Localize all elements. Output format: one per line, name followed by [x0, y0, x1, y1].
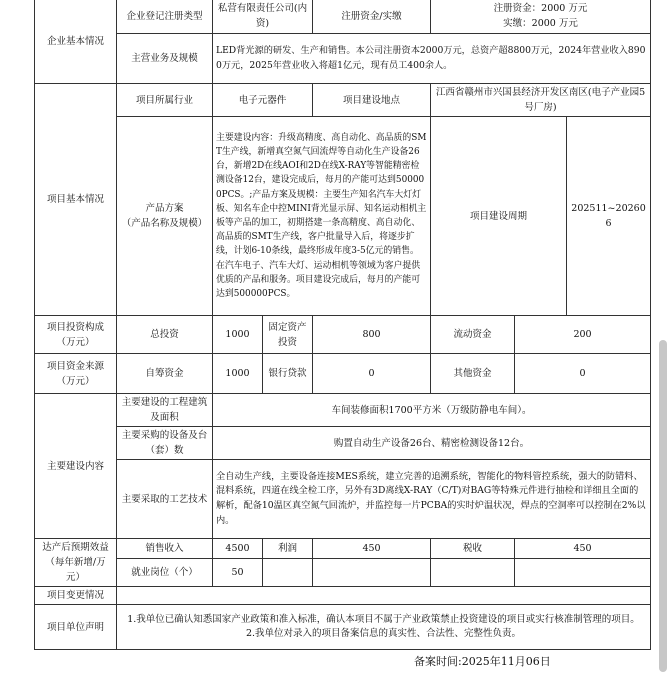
- equipment-value: 购置自动生产设备26台、精密检测设备12台。: [213, 427, 651, 460]
- sales-revenue-value: 4500: [213, 539, 263, 559]
- changes-value: [117, 587, 651, 605]
- product-plan-label-main: 产品方案: [145, 203, 184, 214]
- declaration-value: [117, 605, 651, 650]
- registered-capital-value: [431, 0, 651, 34]
- sales-revenue-label: 销售收入: [117, 539, 213, 559]
- enterprise-row-business: [35, 34, 651, 84]
- construction-row-works: [35, 394, 651, 427]
- main-business-label: 主营业务及规模: [117, 34, 213, 84]
- changes-row: [35, 587, 651, 605]
- tax-value: 450: [515, 539, 651, 559]
- record-time: 备案时间:2025年11月06日: [414, 655, 551, 668]
- filing-document: [34, 0, 650, 650]
- registration-type-value: 私营有限责任公司(内资): [213, 0, 313, 34]
- project-row-industry: [35, 84, 651, 117]
- registration-type-label: 企业登记注册类型: [117, 0, 213, 34]
- working-capital-value: 200: [515, 316, 651, 354]
- equipment-label: 主要采购的设备及台（套）数: [117, 427, 213, 460]
- jobs-empty-cell: [515, 558, 651, 586]
- industry-label: 项目所属行业: [117, 84, 213, 117]
- process-value: 全自动生产线，主要设备连接MES系统，建立完善的追溯系统，智能化的物料管控系统，强大的防错料、混料系统，四道在线全检工序，另外有3D离线X-RAY（C/T)对BAG等特殊元件进行抽检和详细且全面的解析，配备10温区真空氮气回流炉，并监控每一片PCBA的实时炉温状况，焊点的空洞率可以控制在2%以内。: [213, 460, 651, 539]
- declaration-label: 项目单位声明: [35, 605, 117, 650]
- benefits-label-main: 达产后预期效益: [42, 542, 109, 553]
- bank-loan-value: 0: [313, 354, 431, 394]
- other-funding-label: 其他资金: [431, 354, 515, 394]
- jobs-value: 50: [213, 558, 263, 586]
- total-investment-value: 1000: [213, 316, 263, 354]
- registered-capital-label: 注册资金/实缴: [313, 0, 431, 34]
- other-funding-value: 0: [515, 354, 651, 394]
- declaration-line-2: 2.我单位对录入的项目备案信息的真实性、合法性、完整性负责。: [245, 628, 522, 639]
- location-value: 江西省赣州市兴国县经济开发区南区(电子产业园5号厂房): [431, 84, 651, 117]
- investment-label-unit: （万元）: [56, 336, 95, 348]
- investment-label-main: 项目投资构成: [46, 321, 104, 333]
- construction-section-label: 主要建设内容: [35, 394, 117, 539]
- registered-capital-amount: 注册资金：2000 万元: [493, 3, 588, 14]
- construction-row-equipment: [35, 427, 651, 460]
- main-business-value: LED背光源的研发、生产和销售。本公司注册资本2000万元，总资产超8800万元，2024年营业收入8900万元，2025年营业收入将超1亿元，现有员工400余人。: [213, 34, 651, 84]
- product-plan-label: [117, 117, 213, 316]
- works-label: 主要建设的工程建筑及面积: [117, 394, 213, 427]
- enterprise-section-label: 企业基本情况: [35, 0, 117, 84]
- project-row-plan: [35, 117, 651, 316]
- profit-value: 450: [313, 539, 431, 559]
- jobs-empty-cell: [313, 558, 431, 586]
- works-value: 车间装修面积1700平方米（万级防静电车间）。: [213, 394, 651, 427]
- investment-section-label: [35, 316, 117, 354]
- fixed-assets-value: 800: [313, 316, 431, 354]
- working-capital-label: 流动资金: [431, 316, 515, 354]
- construction-period-value: 202511~202606: [567, 117, 651, 316]
- self-funding-label: 自筹资金: [117, 354, 213, 394]
- changes-label: 项目变更情况: [35, 587, 117, 605]
- benefits-section-label: [35, 539, 117, 587]
- project-filing-table: [34, 0, 651, 650]
- benefits-label-unit: 元）: [65, 572, 85, 583]
- location-label: 项目建设地点: [313, 84, 431, 117]
- declaration-line-1: 1.我单位已确认知悉国家产业政策和准入标准，确认本项目不属于产业政策禁止投资建设的项目或实行核准制管理的项目。: [127, 614, 640, 625]
- vertical-scrollbar[interactable]: [659, 340, 667, 672]
- declaration-row: [35, 605, 651, 650]
- profit-label: 利润: [263, 539, 313, 559]
- funding-section-label: [35, 354, 117, 394]
- construction-row-process: [35, 460, 651, 539]
- process-label: 主要采取的工艺技术: [117, 460, 213, 539]
- enterprise-row-registration: [35, 0, 651, 34]
- product-plan-label-sub: （产品名称及规模）: [121, 218, 208, 229]
- funding-label-main: 项目资金来源: [46, 360, 104, 372]
- self-funding-value: 1000: [213, 354, 263, 394]
- jobs-empty-cell: [263, 558, 313, 586]
- paid-capital-amount: 实缴：2000 万元: [503, 18, 578, 29]
- benefits-label-note: （每年新增/万: [45, 557, 106, 568]
- funding-label-unit: （万元）: [56, 375, 95, 387]
- fixed-assets-label: 固定资产投资: [263, 316, 313, 354]
- bank-loan-label: 银行贷款: [263, 354, 313, 394]
- construction-period-label: 项目建设周期: [431, 117, 567, 316]
- industry-value: 电子元器件: [213, 84, 313, 117]
- funding-row: [35, 354, 651, 394]
- project-section-label: 项目基本情况: [35, 84, 117, 316]
- jobs-label: 就业岗位（个）: [117, 558, 213, 586]
- jobs-empty-cell: [431, 558, 515, 586]
- total-investment-label: 总投资: [117, 316, 213, 354]
- product-plan-value: 主要建设内容：升级高精度、高自动化、高品质的SMT生产线，新增真空氮气回流焊等自动化生产设备26台，新增2D在线AOI和2D在线X-RAY等智能精密检测设备12台，建设完成后，每月的产能可达到500000PCS。;产品方案及规模：主要生产知名汽车大灯灯板、知名车企中控MINI背光显示屏、知名运动相机主板等产品的加工，初期搭建一条高精度、高自动化、高品质的SMT生产线，客户批量导入后，将逐步扩线，计划6-10条线，最终形成年度3-5亿元的销售。在汽车电子、汽车大灯、运动相机等领域为客户提供优质的产品和服务。项目建设完成后，每月的产能可达到500000PCS。: [213, 117, 431, 316]
- benefits-row-jobs: [35, 558, 651, 586]
- benefits-row-finance: [35, 539, 651, 559]
- tax-label: 税收: [431, 539, 515, 559]
- investment-row: [35, 316, 651, 354]
